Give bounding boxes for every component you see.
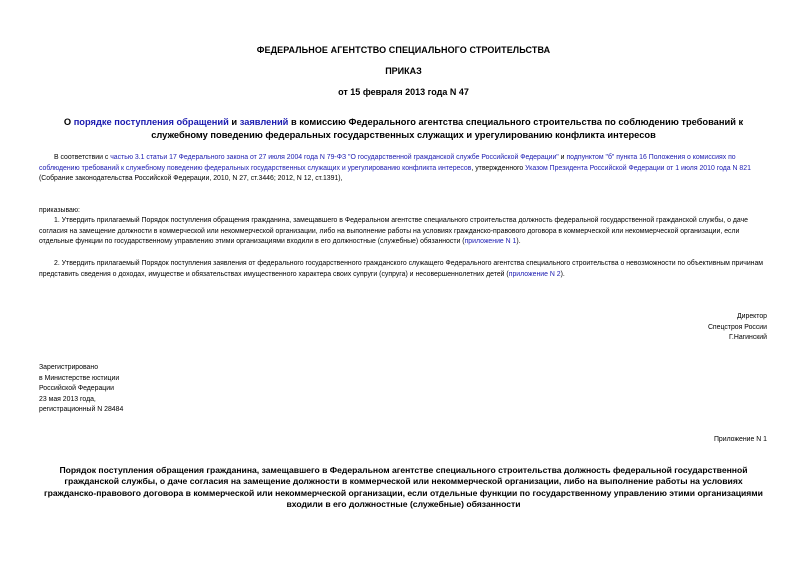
- signature-block: [708, 312, 767, 344]
- appendix-1-link[interactable]: приложение N 1: [464, 238, 517, 245]
- agency-heading: ФЕДЕРАЛЬНОЕ АГЕНТСТВО СПЕЦИАЛЬНОГО СТРОИТЕЛЬСТВА: [256, 45, 551, 55]
- title-link-appeals[interactable]: порядке поступления обращений: [73, 117, 229, 127]
- basis-text-1: В соответствии с: [54, 154, 111, 161]
- order-word: приказываю:: [39, 207, 80, 214]
- item1-text: 1. Утвердить прилагаемый Порядок поступления обращения гражданина, замещавшего в Федеральном агентстве специального строительства должность федеральной государственной гражданской службы, о даче согласия на замещение должности в коммерческой или некоммерческой организации, либо на выполнение работы на условиях гражданско-правового договора в коммерческой или некоммерческой организации, если отдельные функции по государственному управлению этими организациями входили в его должностные (служебные) обязанности (: [39, 217, 748, 245]
- signer-name: Г.Нагинский: [729, 334, 767, 341]
- registration-line-5: регистрационный N 28484: [39, 406, 124, 413]
- registration-line-3: Российской Федерации: [39, 385, 114, 392]
- document-type: ПРИКАЗ: [385, 66, 422, 76]
- order-item-1: [39, 216, 768, 248]
- title-prefix: О: [63, 117, 74, 127]
- signer-organization: Спецстроя России: [707, 323, 767, 331]
- appendix-label: Приложение N 1: [713, 436, 767, 443]
- basis-link-law[interactable]: частью 3.1 статьи 17 Федерального закона от 27 июля 2004 года N 79-ФЗ "О государственной гражданской службе Российской Федерации": [110, 154, 559, 161]
- title-mid: и: [228, 117, 240, 127]
- appendix-title: Порядок поступления обращения гражданина, замещавшего в Федеральном агентстве специального строительства должность федеральной государственной гражданской службы, о даче согласия на замещение должности в коммерческой или некоммерческой организации, либо на выполнение работы на условиях гражданско-правового договора в коммерческой или некоммерческой организации, если отдельные функции по государственному управлению этими организациями входили в его должностные (служебные) обязанности: [44, 465, 763, 510]
- title-suffix: в комиссию Федерального агентства специального строительства по соблюдению требований к служебному поведению федеральных государственных служащих и урегулированию конфликта интересов: [151, 117, 744, 140]
- basis-text-3: , утвержденного: [471, 164, 526, 172]
- title-link-statements[interactable]: заявлений: [239, 117, 289, 127]
- registration-block: [39, 363, 123, 416]
- appendix-2-link[interactable]: приложение N 2: [508, 270, 561, 278]
- document-date-number: от 15 февраля 2013 года N 47: [338, 87, 469, 97]
- item1-end: ).: [516, 238, 521, 245]
- registration-line-1: Зарегистрировано: [39, 364, 99, 371]
- registration-line-4: 23 мая 2013 года,: [39, 395, 96, 403]
- basis-link-regulation[interactable]: подпунктом "б" пункта 16 Положения о комиссиях по соблюдению требований к служебному поведению федеральных государственных служащих и урегулированию конфликта интересов: [39, 154, 736, 172]
- basis-paragraph: [39, 153, 768, 185]
- document-title: [46, 116, 761, 141]
- basis-text-2: и: [558, 154, 567, 161]
- item2-end: ).: [560, 270, 565, 278]
- registration-line-2: в Министерстве юстиции: [39, 374, 120, 382]
- order-item-2: [39, 259, 768, 280]
- basis-link-decree[interactable]: Указом Президента Российской Федерации от 1 июля 2010 года N 821: [525, 164, 751, 172]
- item2-text: 2. Утвердить прилагаемый Порядок поступления заявления от федерального государственного гражданского служащего Федерального агентства специального строительства о невозможности по объективным причинам представить сведения о доходах, имуществе и обязательствах имущественного характера своих супруги (супруга) и несовершеннолетних детей (: [39, 260, 764, 278]
- basis-text-4: (Собрание законодательства Российской Федерации, 2010, N 27, ст.3446; 2012, N 12, ст.1391),: [39, 175, 343, 182]
- signer-position: Директор: [736, 313, 767, 320]
